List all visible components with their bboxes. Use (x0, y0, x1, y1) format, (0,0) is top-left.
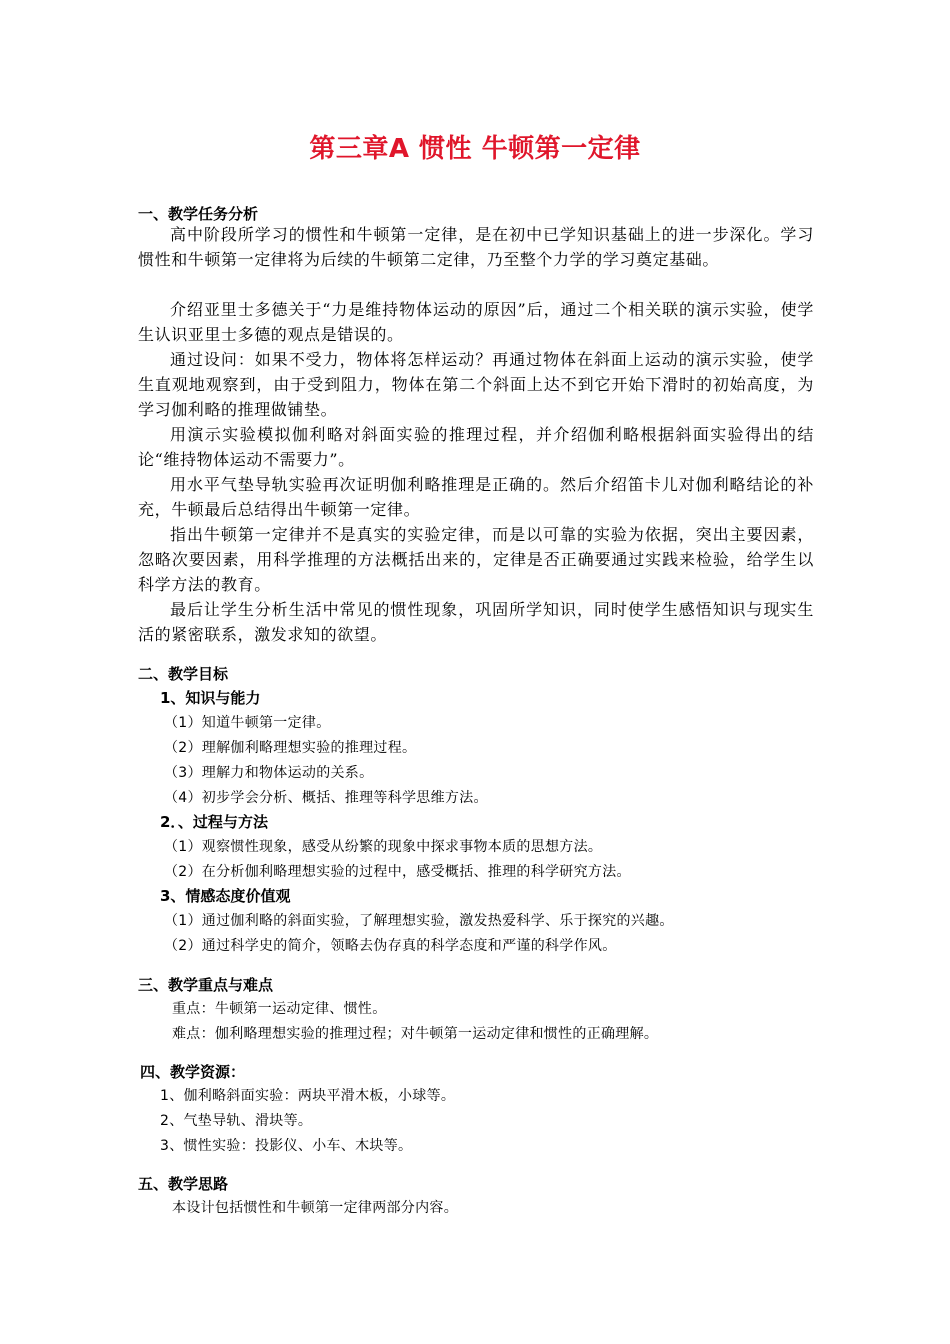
paragraph: 介绍亚里士多德关于“力是维持物体运动的原因”后，通过二个相关联的演示实验，使学生认识亚里士多德的观点是错误的。 (138, 300, 814, 344)
section-heading-key-points: 三、教学重点与难点 (138, 976, 274, 994)
section-heading-task-analysis: 一、教学任务分析 (138, 205, 259, 223)
section-heading-teaching-idea: 五、教学思路 (138, 1175, 229, 1193)
list-item: （2）在分析伽利略理想实验的过程中，感受概括、推理的科学研究方法。 (164, 864, 631, 880)
list-item: （4）初步学会分析、概括、推理等科学思维方法。 (164, 790, 488, 806)
paragraph: 指出牛顿第一定律并不是真实的实验定律，而是以可靠的实验为依据，突出主要因素，忽略次要因素，用科学推理的方法概括出来的，定律是否正确要通过实践来检验，给学生以科学方法的教育。 (138, 525, 814, 594)
resource-item: 2、气垫导轨、滑块等。 (160, 1113, 313, 1129)
paragraph: 高中阶段所学习的惯性和牛顿第一定律，是在初中已学知识基础上的进一步深化。学习惯性和牛顿第一定律将为后续的牛顿第二定律，乃至整个力学的学习奠定基础。 (138, 225, 814, 269)
subheading-process-method: 2．、过程与方法 (160, 813, 268, 831)
paragraph: 最后让学生分析生活中常见的惯性现象，巩固所学知识，同时使学生感悟知识与现实生活的紧密联系，激发求知的欲望。 (138, 600, 814, 644)
paragraph: 用演示实验模拟伽利略对斜面实验的推理过程，并介绍伽利略根据斜面实验得出的结论“维持物体运动不需要力”。 (138, 425, 814, 469)
list-item: （1）知道牛顿第一定律。 (164, 715, 331, 731)
teaching-idea-line: 本设计包括惯性和牛顿第一定律两部分内容。 (172, 1200, 458, 1216)
list-item: （1）观察惯性现象，感受从纷繁的现象中探求事物本质的思想方法。 (164, 839, 603, 855)
section-heading-teaching-goals: 二、教学目标 (138, 665, 229, 683)
resource-item: 3、惯性实验：投影仪、小车、木块等。 (160, 1138, 413, 1154)
resource-item: 1、伽利略斜面实验：两块平滑木板，小球等。 (160, 1088, 456, 1104)
list-item: （3）理解力和物体运动的关系。 (164, 765, 374, 781)
list-item: （1）通过伽利略的斜面实验，了解理想实验，激发热爱科学、乐于探究的兴趣。 (164, 913, 674, 929)
section-heading-resources: 四、教学资源： (140, 1063, 246, 1081)
key-point-line: 重点：牛顿第一运动定律、惯性。 (172, 1001, 387, 1017)
subheading-knowledge-ability: 1、知识与能力 (160, 689, 261, 707)
document-title: 第三章A 惯性 牛顿第一定律 (309, 134, 641, 164)
list-item: （2）通过科学史的简介，领略去伪存真的科学态度和严谨的科学作风。 (164, 938, 617, 954)
difficult-point-line: 难点：伽利略理想实验的推理过程；对牛顿第一运动定律和惯性的正确理解。 (172, 1026, 659, 1042)
list-item: （2）理解伽利略理想实验的推理过程。 (164, 740, 417, 756)
paragraph: 用水平气垫导轨实验再次证明伽利略推理是正确的。然后介绍笛卡儿对伽利略结论的补充，牛顿最后总结得出牛顿第一定律。 (138, 475, 814, 519)
paragraph: 通过设问：如果不受力，物体将怎样运动？再通过物体在斜面上运动的演示实验，使学生直观地观察到，由于受到阻力，物体在第二个斜面上达不到它开始下滑时的初始高度，为学习伽利略的推理做铺垫。 (138, 350, 814, 419)
subheading-attitude-values: 3、情感态度价值观 (160, 887, 291, 905)
